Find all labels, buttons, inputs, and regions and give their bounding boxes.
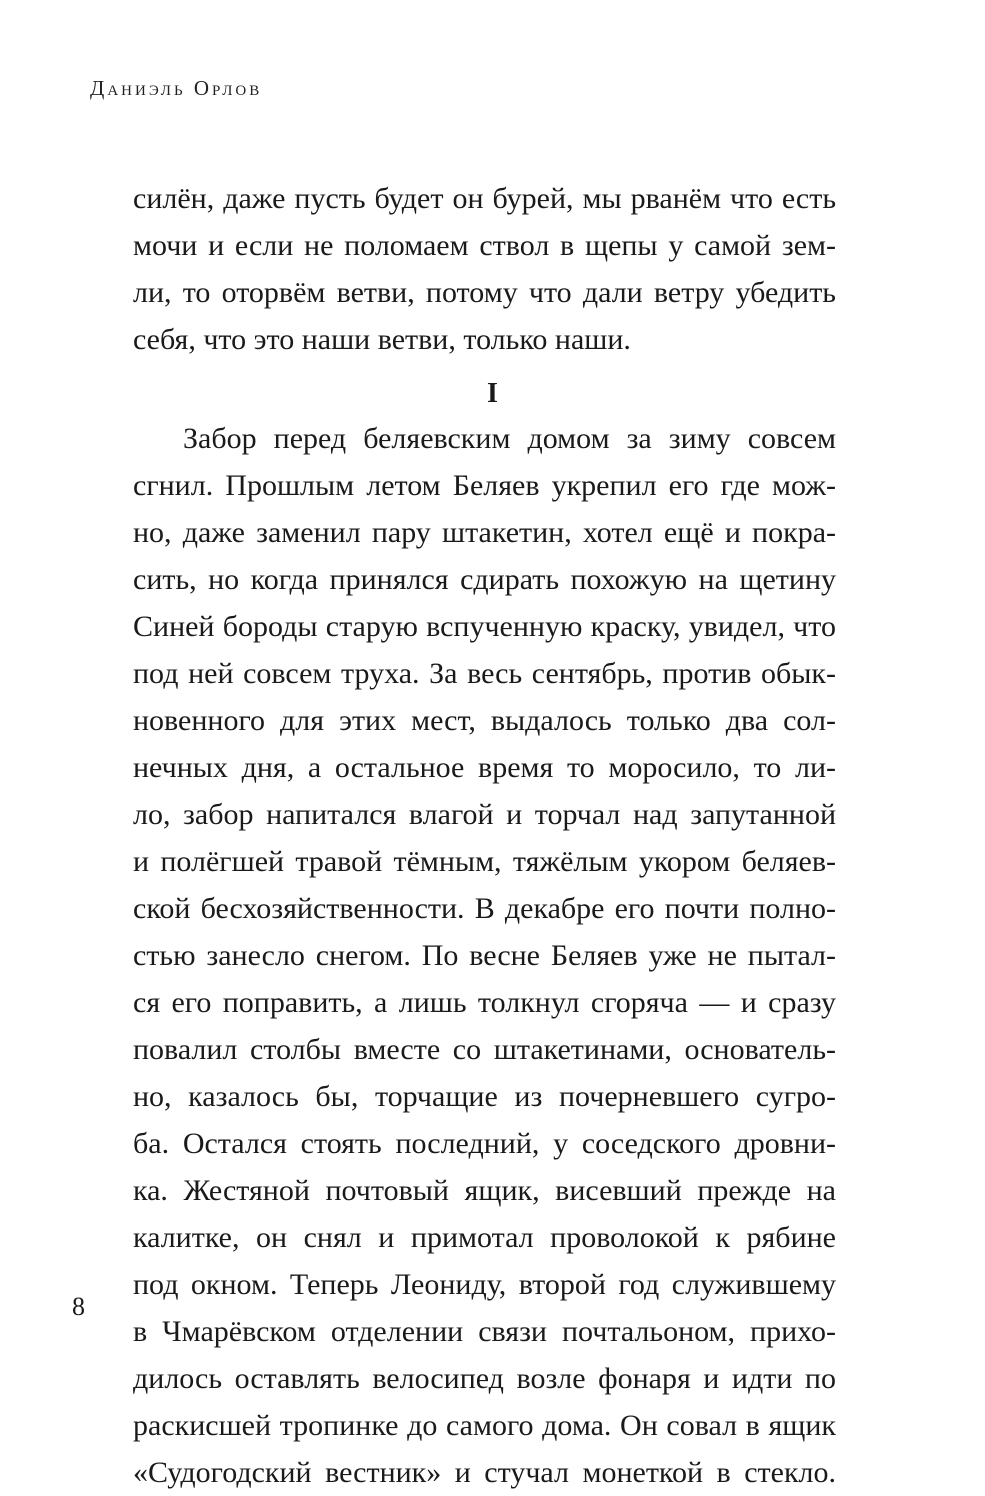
text-line: сгнил. Прошлым летом Беляев укрепил его где мож-	[133, 469, 836, 502]
text-line: ли, то оторвём ветви, потому что дали ветру убедить	[133, 276, 836, 309]
text-line: стью занесло снегом. По весне Беляев уже не пытал-	[133, 939, 836, 972]
text-line: ской бесхозяйственности. В декабре его почти полно-	[133, 892, 836, 925]
text-line: нечных дня, а остальное время то моросило, то ли-	[133, 751, 836, 784]
text-line: «Судогодский вестник» и стучал монеткой в стекло.	[133, 1456, 836, 1489]
text-line: под окном. Теперь Леониду, второй год служившему	[133, 1268, 836, 1301]
text-line: себя, что это наши ветви, только наши.	[133, 323, 631, 356]
running-header: Даниэль Орлов	[90, 76, 263, 100]
text-line: сить, но когда принялся сдирать похожую на щетину	[133, 563, 836, 596]
text-line: но, казалось бы, торчащие из почерневшего сугро-	[133, 1080, 836, 1113]
text-line: силён, даже пусть будет он бурей, мы рванём что есть	[133, 182, 836, 215]
text-line: и полёгшей травой тёмным, тяжёлым укором беляев-	[133, 845, 836, 878]
text-line: в Чмарёвском отделении связи почтальоном, прихо-	[133, 1315, 836, 1348]
text-line: ка. Жестяной почтовый ящик, висевший прежде на	[133, 1174, 836, 1207]
text-line: ло, забор напитался влагой и торчал над запутанной	[133, 798, 836, 831]
text-line: ба. Остался стоять последний, у соседского дровни-	[133, 1127, 836, 1160]
epigraph-paragraph	[133, 175, 836, 363]
chapter-number: I	[487, 378, 498, 409]
text-line: но, даже заменил пару штакетин, хотел ещё и покра-	[133, 516, 836, 549]
body-paragraph	[133, 415, 836, 1496]
text-line: под ней совсем труха. За весь сентябрь, против обык-	[133, 657, 836, 690]
text-line: ся его поправить, а лишь толкнул сгоряча — и сразу	[133, 986, 836, 1019]
page-number: 8	[72, 1292, 85, 1321]
text-line: Синей бороды старую вспученную краску, увидел, что	[133, 610, 836, 643]
text-line: мочи и если не поломаем ствол в щепы у самой зем-	[133, 229, 836, 262]
text-line: дилось оставлять велосипед возле фонаря и идти по	[133, 1362, 836, 1395]
text-line: раскисшей тропинке до самого дома. Он совал в ящик	[133, 1409, 836, 1442]
text-line: новенного для этих мест, выдалось только два сол-	[133, 704, 836, 737]
text-line: калитке, он снял и примотал проволокой к рябине	[133, 1221, 836, 1254]
text-line: Забор перед беляевским домом за зиму совсем	[183, 422, 836, 455]
text-line: повалил столбы вместе со штакетинами, основатель-	[133, 1033, 836, 1066]
